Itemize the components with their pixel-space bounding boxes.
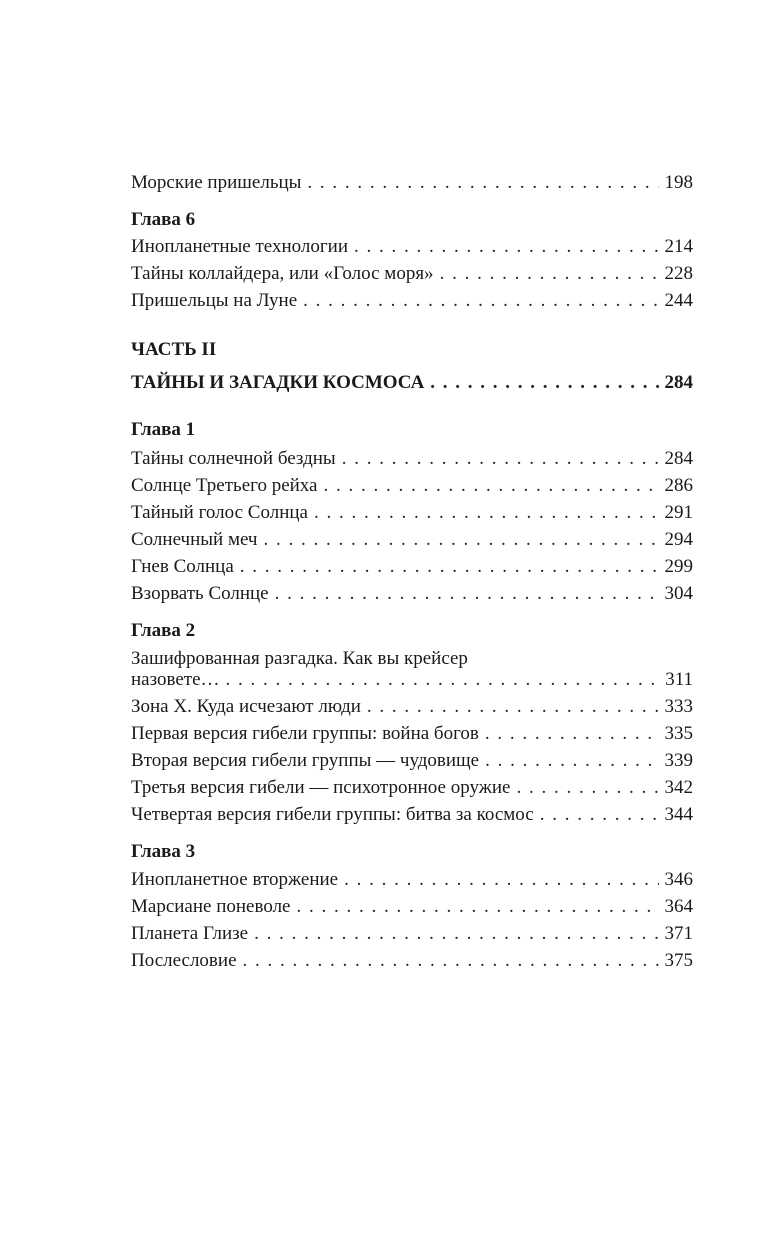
toc-entry-page: 228 [664, 263, 693, 284]
toc-entry [131, 529, 693, 551]
toc-entry-title: Третья версия гибели — психотронное оружие [131, 777, 511, 798]
toc-entry-title: Послесловие [131, 950, 237, 971]
toc-entry [131, 556, 693, 578]
toc-entry-page: 344 [664, 804, 693, 825]
toc-entry-page: 284 [664, 448, 693, 469]
dot-leader [354, 236, 658, 258]
dot-leader [540, 804, 659, 826]
toc-entry [131, 583, 693, 605]
dot-leader [344, 869, 658, 891]
dot-leader [314, 502, 659, 524]
dot-leader [430, 372, 658, 394]
dot-leader [226, 669, 660, 691]
toc-entry-page: 311 [665, 669, 693, 690]
toc-entry [131, 290, 693, 312]
toc-entry [131, 869, 693, 891]
dot-leader [263, 529, 658, 551]
toc-entry-title: Четвертая версия гибели группы: битва за космос [131, 804, 534, 825]
dot-leader [324, 475, 659, 497]
dot-leader [440, 263, 659, 285]
part-title-entry [131, 372, 693, 394]
toc-entry [131, 448, 693, 470]
toc-entry-title: Взорвать Солнце [131, 583, 269, 604]
toc-entry-title: Тайны солнечной бездны [131, 448, 336, 469]
dot-leader [243, 950, 659, 972]
toc-entry [131, 172, 693, 194]
toc-entry-page: 284 [664, 372, 693, 393]
chapter-heading: Глава 2 [131, 620, 196, 641]
toc-entry [131, 723, 693, 745]
toc-entry [131, 696, 693, 718]
toc-entry-title: Марсиане поневоле [131, 896, 291, 917]
toc-entry [131, 750, 693, 772]
toc-entry-page: 364 [664, 896, 693, 917]
toc-entry-page: 286 [664, 475, 693, 496]
toc-entry-title: Морские пришельцы [131, 172, 302, 193]
toc-entry-title: Тайный голос Солнца [131, 502, 308, 523]
dot-leader [275, 583, 659, 605]
chapter-heading: Глава 6 [131, 209, 196, 230]
toc-entry-page: 346 [664, 869, 693, 890]
toc-entry [131, 804, 693, 826]
toc-entry-title: Солнце Третьего рейха [131, 475, 318, 496]
toc-entry-page: 339 [664, 750, 693, 771]
toc-entry-title: назовете… [131, 669, 220, 690]
toc-entry-title: Тайны коллайдера, или «Голос моря» [131, 263, 434, 284]
part-heading: ЧАСТЬ II [131, 339, 217, 360]
toc-entry-page: 333 [664, 696, 693, 717]
toc-entry-page: 291 [664, 502, 693, 523]
toc-entry-title: Планета Глизе [131, 923, 249, 944]
dot-leader [367, 696, 659, 718]
toc-entry-title: Зона Х. Куда исчезают люди [131, 696, 361, 717]
toc-entry-page: 304 [664, 583, 693, 604]
dot-leader [516, 777, 658, 799]
toc-entry-page: 198 [664, 172, 693, 193]
toc-entry-page: 214 [664, 236, 693, 257]
toc-entry-page: 299 [664, 556, 693, 577]
toc-entry-page: 244 [664, 290, 693, 311]
toc-entry [131, 263, 693, 285]
toc-entry [131, 502, 693, 524]
toc-entry [131, 669, 693, 691]
dot-leader [254, 923, 658, 945]
dot-leader [240, 556, 659, 578]
toc-entry [131, 777, 693, 799]
toc-entry-title: Гнев Солнца [131, 556, 234, 577]
chapter-heading: Глава 3 [131, 841, 196, 862]
toc-entry [131, 896, 693, 918]
toc-entry-title: Вторая версия гибели группы — чудовище [131, 750, 480, 771]
toc-entry [131, 950, 693, 972]
toc-entry-title: Инопланетное вторжение [131, 869, 339, 890]
toc-entry-title-line: Зашифрованная разгадка. Как вы крейсер [131, 648, 468, 669]
dot-leader [297, 896, 659, 918]
toc-entry-page: 342 [664, 777, 693, 798]
dot-leader [485, 723, 659, 745]
toc-entry [131, 923, 693, 945]
toc-entry-title: Инопланетные технологии [131, 236, 349, 257]
toc-entry-page: 375 [664, 950, 693, 971]
toc-entry-page: 335 [664, 723, 693, 744]
toc-entry-page: 294 [664, 529, 693, 550]
toc-entry-title: Первая версия гибели группы: война богов [131, 723, 479, 744]
toc-entry [131, 236, 693, 258]
toc-entry-title: ТАЙНЫ И ЗАГАДКИ КОСМОСА [131, 372, 425, 393]
toc-entry-page: 371 [664, 923, 693, 944]
toc-entry-title: Солнечный меч [131, 529, 258, 550]
dot-leader [342, 448, 659, 470]
dot-leader [307, 172, 658, 194]
dot-leader [485, 750, 658, 772]
toc-entry [131, 475, 693, 497]
dot-leader [303, 290, 658, 312]
chapter-heading: Глава 1 [131, 419, 196, 440]
toc-entry-title: Пришельцы на Луне [131, 290, 298, 311]
